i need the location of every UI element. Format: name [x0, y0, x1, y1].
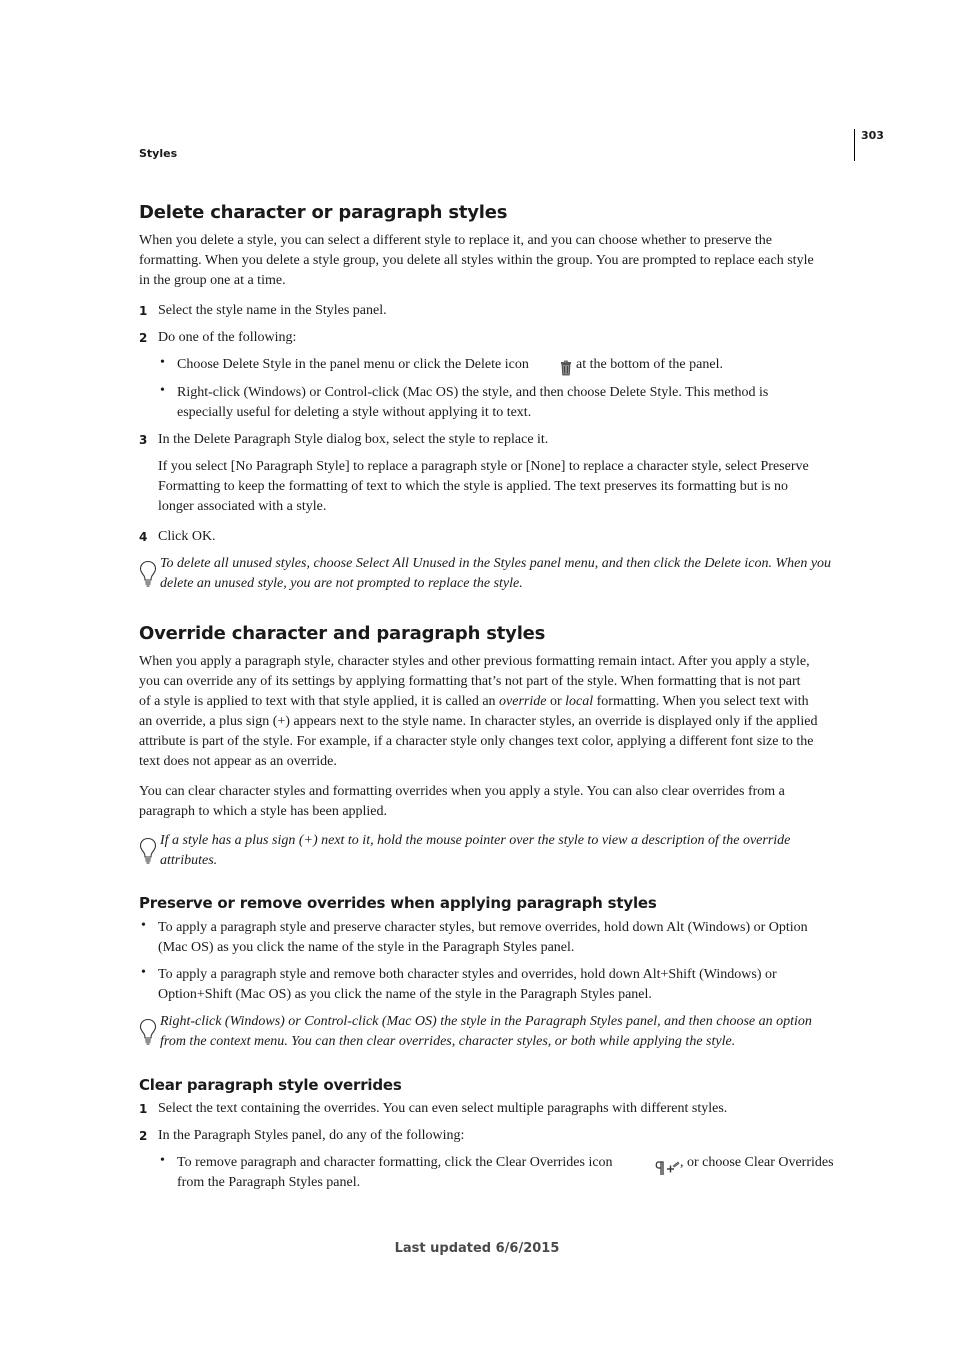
bullet-text: especially useful for deleting a style without applying it to text.: [177, 405, 532, 420]
bullet-text-continued: , or choose Clear Overrides: [680, 1155, 834, 1170]
running-head: Styles: [139, 147, 178, 160]
page-number: 303: [861, 129, 884, 142]
section1-intro-line3: in the group one at a time.: [139, 273, 286, 288]
tip-text: If a style has a plus sign (+) next to it, hold the mouse pointer over the style to view a description of the override: [160, 833, 791, 848]
step-text: Click OK.: [158, 529, 216, 544]
section2-para-line: an override, a plus sign (+) appears next to the style name. In character styles, an override is displayed only if the applied: [139, 714, 818, 729]
lightbulb-icon: [139, 560, 157, 588]
bullet-text: To apply a paragraph style and preserve character styles, but remove overrides, hold down Alt (Windows) or Option: [158, 920, 808, 935]
tip-text: delete an unused style, you are not prompted to replace the style.: [160, 576, 523, 591]
bullet-text: Option+Shift (Mac OS) as you click the name of the style in the Paragraph Styles panel.: [158, 987, 652, 1002]
bullet-marker: •: [160, 355, 165, 370]
bullet-text: (Mac OS) as you click the name of the style in the Paragraph Styles panel.: [158, 940, 575, 955]
bullet-marker: •: [160, 1153, 165, 1168]
bullet-text: To apply a paragraph style and remove both character styles and overrides, hold down Alt+Shift (Windows) or: [158, 967, 777, 982]
lightbulb-icon: [139, 1018, 157, 1046]
tip-text: from the context menu. You can then clear overrides, character styles, or both while applying the style.: [160, 1034, 736, 1049]
bullet-text: from the Paragraph Styles panel.: [177, 1175, 361, 1190]
step-number: 3: [139, 433, 148, 447]
lightbulb-icon: [139, 837, 157, 865]
step-number: 2: [139, 331, 148, 345]
section2-para-line: you can override any of its settings by applying formatting that’s not part of the style. When formatting that is not part: [139, 674, 801, 689]
section2-para-line: When you apply a paragraph style, character styles and other previous formatting remain intact. After you apply a style,: [139, 654, 810, 669]
step-text: In the Delete Paragraph Style dialog box, select the style to replace it.: [158, 432, 549, 447]
bullet-text-continued: at the bottom of the panel.: [576, 357, 723, 372]
section2-para2-line: paragraph to which a style has been applied.: [139, 804, 388, 819]
section-title-override-styles: Override character and paragraph styles: [139, 623, 546, 644]
tip-text: Right-click (Windows) or Control-click (Mac OS) the style in the Paragraph Styles panel, and then choose an option: [160, 1014, 812, 1029]
section2-para-line: text does not appear as an override.: [139, 754, 337, 769]
section1-intro-line2: formatting. When you delete a style group, you delete all styles within the group. You are prompted to replace each style: [139, 253, 814, 268]
section2-para2-line: You can clear character styles and formatting overrides when you apply a style. You can also clear overrides from a: [139, 784, 785, 799]
step-number: 2: [139, 1129, 148, 1143]
bullet-marker: •: [141, 918, 146, 933]
term-local: local: [565, 694, 594, 709]
step-text: Select the text containing the overrides. You can even select multiple paragraphs with different styles.: [158, 1101, 728, 1116]
step-text: In the Paragraph Styles panel, do any of the following:: [158, 1128, 465, 1143]
bullet-marker: •: [141, 965, 146, 980]
step-note: longer associated with a style.: [158, 499, 327, 514]
step-text: Do one of the following:: [158, 330, 297, 345]
bullet-text: Right-click (Windows) or Control-click (Mac OS) the style, and then choose Delete Style. This method is: [177, 385, 769, 400]
tip-text: attributes.: [160, 853, 218, 868]
step-number: 1: [139, 304, 148, 318]
section-title-delete-styles: Delete character or paragraph styles: [139, 202, 508, 223]
step-note: If you select [No Paragraph Style] to replace a paragraph style or [None] to replace a character style, select Preserve: [158, 459, 809, 474]
step-number: 1: [139, 1102, 148, 1116]
text-run: formatting. When you select text with: [593, 694, 809, 709]
step-number: 4: [139, 530, 148, 544]
bullet-text: Choose Delete Style in the panel menu or click the Delete icon: [177, 357, 529, 372]
section1-intro-line1: When you delete a style, you can select a different style to replace it, and you can choose whether to preserve the: [139, 233, 772, 248]
step-text: Select the style name in the Styles panel.: [158, 303, 387, 318]
trash-icon: [560, 360, 572, 376]
subsection-title-clear-overrides: Clear paragraph style overrides: [139, 1076, 402, 1094]
footer-last-updated: Last updated 6/6/2015: [394, 1241, 560, 1256]
step-note: Formatting to keep the formatting of text to which the style is applied. The text preserves its formatting but is no: [158, 479, 789, 494]
clear-overrides-icon: [654, 1160, 680, 1176]
subsection-title-preserve-remove: Preserve or remove overrides when applying paragraph styles: [139, 894, 657, 912]
bullet-marker: •: [160, 383, 165, 398]
text-run: or: [546, 694, 566, 709]
text-run: of a style is applied to text with that style applied, it is called an: [139, 694, 500, 709]
section2-para-line: attribute is part of the style. For example, if a character style only changes text color, applying a different font size to the: [139, 734, 814, 749]
page-number-rule: [854, 129, 855, 161]
term-override: override: [499, 694, 547, 709]
section2-para-line: [139, 692, 809, 712]
tip-text: To delete all unused styles, choose Select All Unused in the Styles panel menu, and then click the Delete icon. When you: [160, 556, 832, 571]
bullet-text: To remove paragraph and character formatting, click the Clear Overrides icon: [177, 1155, 613, 1170]
